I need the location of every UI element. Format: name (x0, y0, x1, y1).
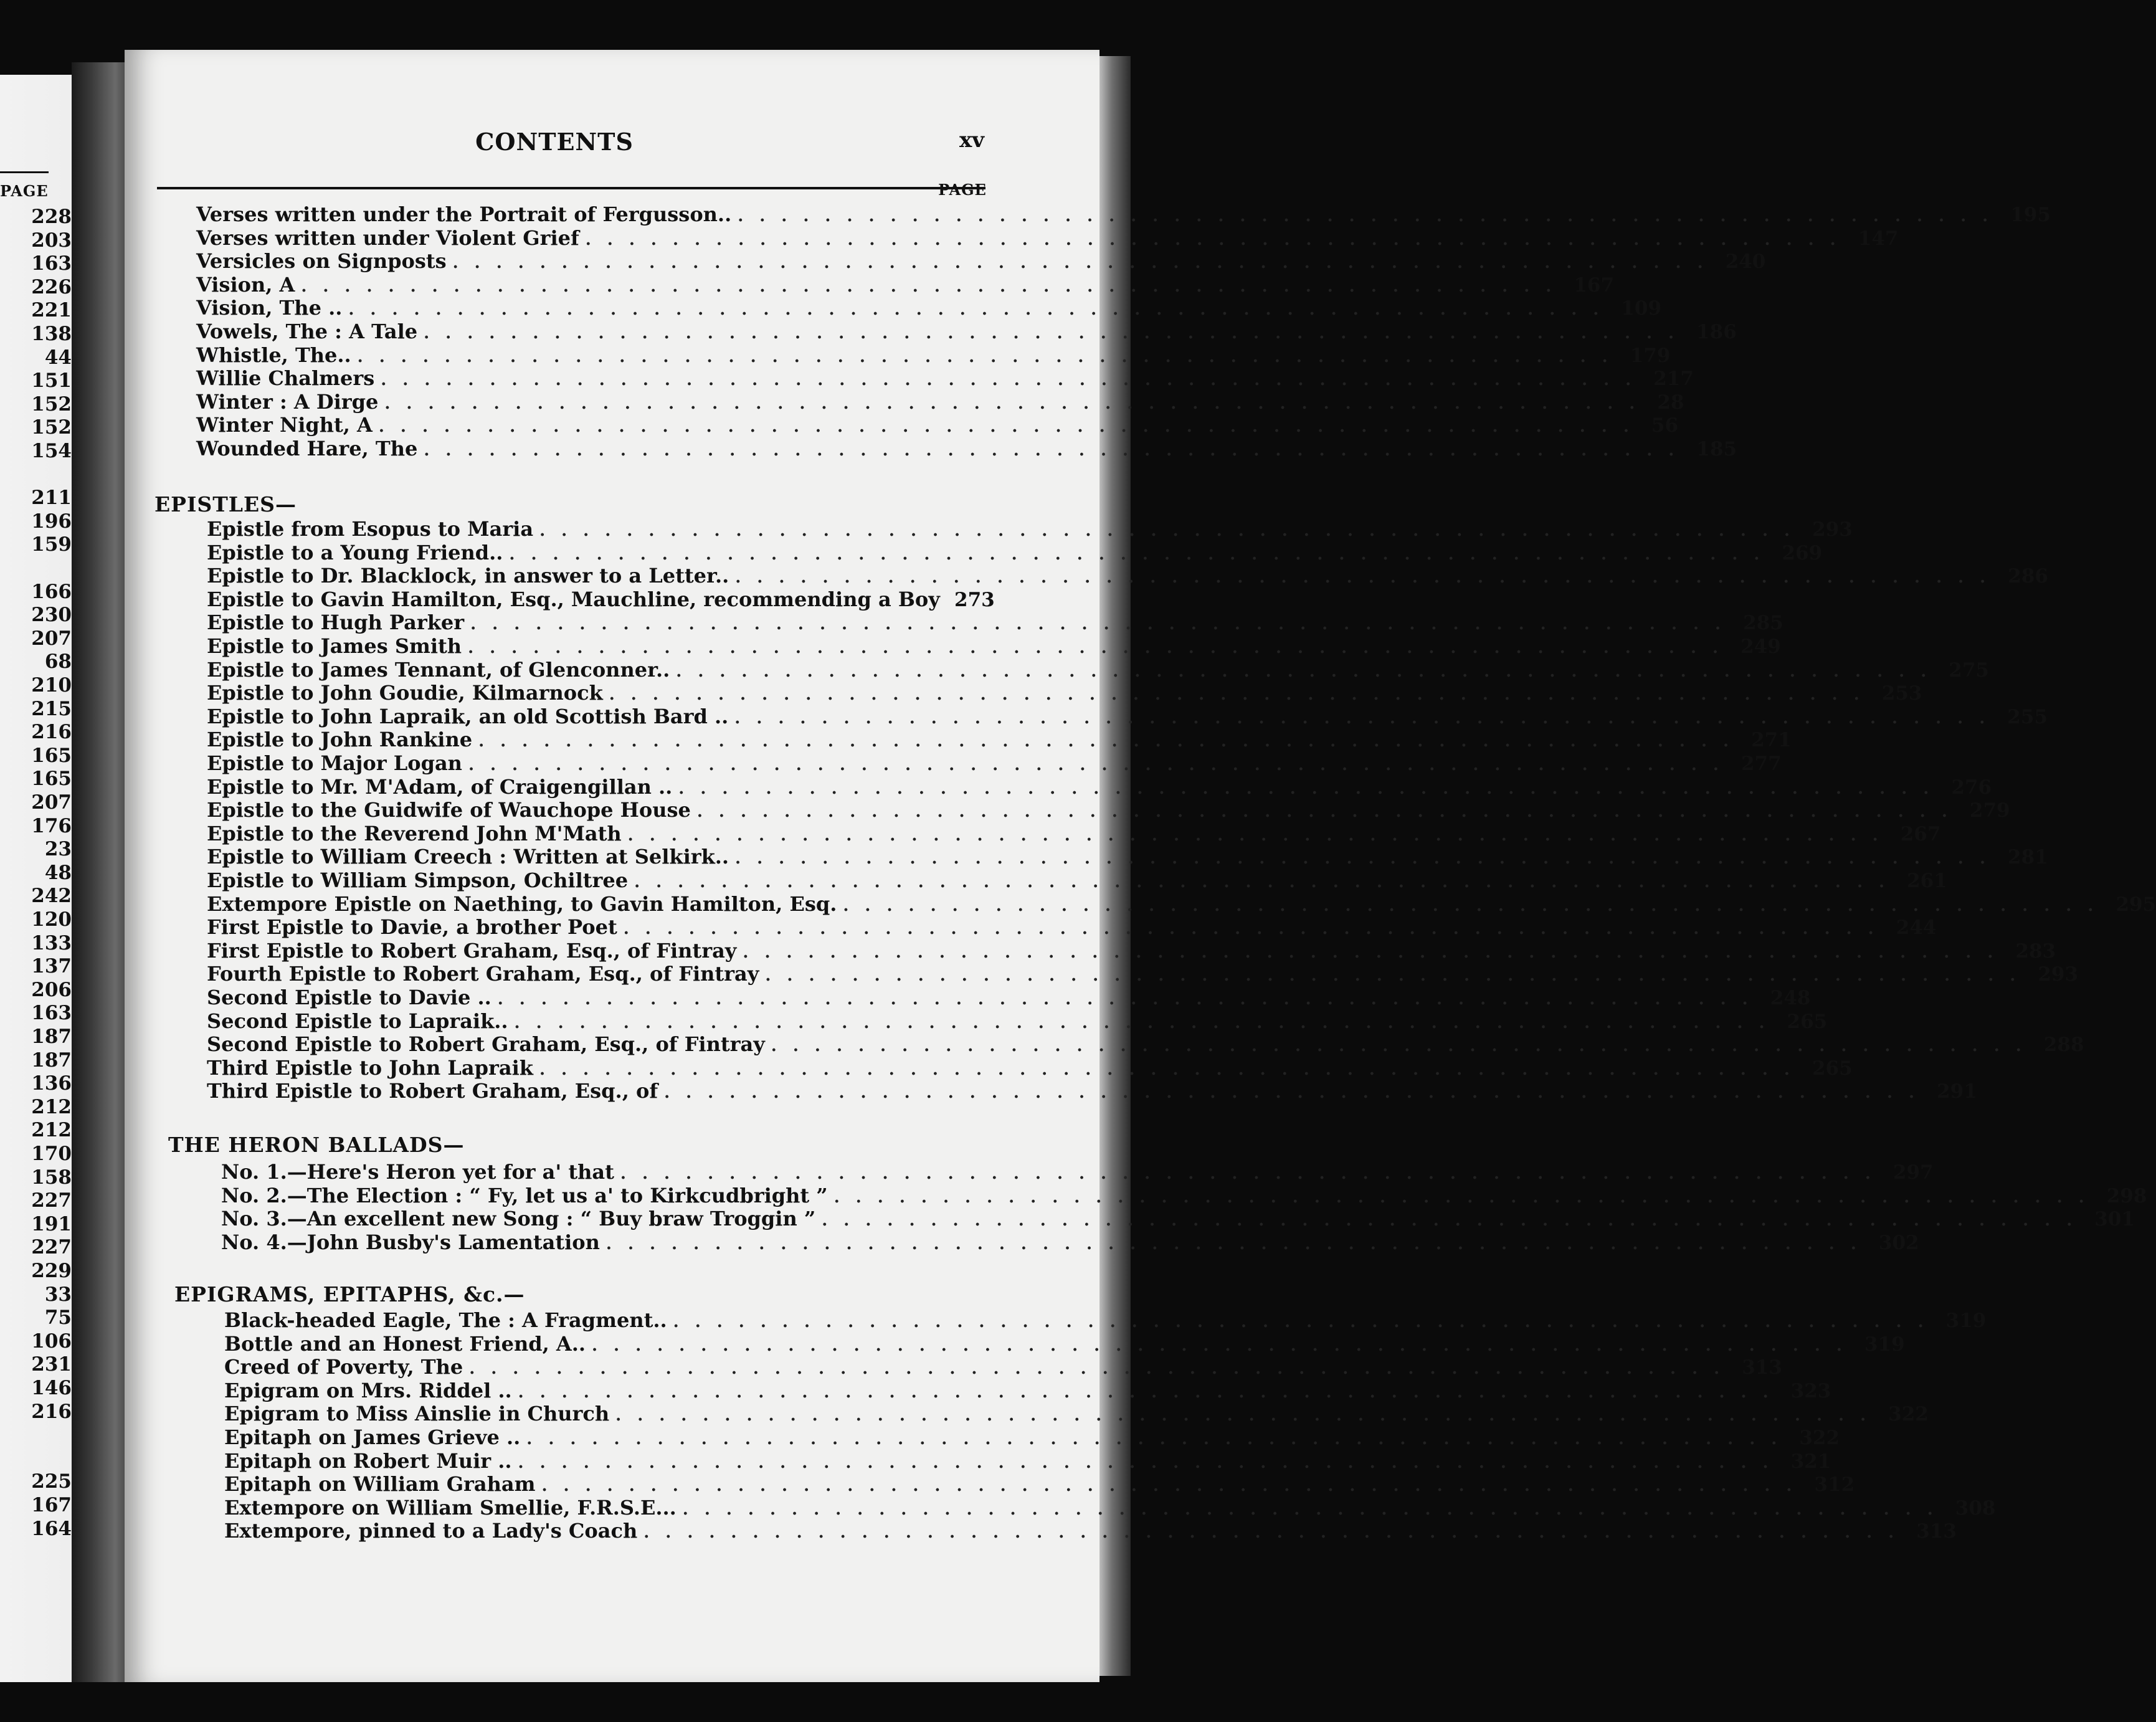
epistle-entry-title: Third Epistle to John Lapraik (207, 1055, 533, 1080)
epigram-entry (224, 1402, 1929, 1426)
poem-entry-page: 217 (1653, 368, 1694, 391)
epigram-entry-page: 313 (1916, 1520, 1957, 1543)
ballad-entry-page: 298 (2106, 1184, 2147, 1207)
poem-entry-title: Wounded Hare, The (196, 437, 418, 460)
epistle-entry-title: Epistle to John Lapraik, an old Scottish Bard .. (207, 704, 729, 728)
poem-entry-page: 109 (1621, 297, 1662, 320)
epistle-entry-title: Epistle to William Creech : Written at Selkirk.. (207, 845, 729, 869)
epistle-entry-title: First Epistle to Davie, a brother Poet (207, 915, 617, 939)
epistle-entry-title: Second Epistle to Lapraik.. (207, 1009, 508, 1033)
epistle-entry-title: Epistle to William Simpson, Ochiltree (207, 868, 629, 892)
epistle-entry-page: 255 (2007, 705, 2048, 728)
left-page-number: 211 (31, 487, 72, 510)
left-page-number: 229 (31, 1260, 72, 1282)
epistle-entry (207, 564, 2048, 588)
epigram-entry-title: Epitaph on William Graham (224, 1472, 536, 1496)
left-page-number: 151 (31, 369, 72, 392)
left-page-number: 167 (31, 1494, 72, 1516)
ballad-entry (221, 1230, 1919, 1254)
dot-leader: .......................................................... (738, 207, 2005, 226)
dot-leader: .......................................................... (518, 1453, 1785, 1472)
poem-entry-page: 147 (1858, 227, 1899, 250)
epistle-entry-page: 277 (1740, 753, 1782, 775)
dot-leader: .......................................................... (424, 441, 1691, 460)
epistle-entry-page: 295 (2116, 893, 2156, 916)
poem-entry (196, 366, 1694, 391)
dot-leader: .......................................................... (765, 966, 2032, 986)
epistle-entry-page: 283 (2015, 939, 2056, 963)
left-page-number: 230 (31, 604, 72, 627)
dot-leader: .......................................................... (643, 1523, 1911, 1543)
epistle-entry (207, 728, 1792, 752)
epistle-entry (207, 986, 1811, 1009)
dot-leader: .......................................................... (518, 1382, 1785, 1402)
dot-leader: .......................................................... (743, 943, 2010, 962)
dot-leader: .......................................................... (514, 1013, 1781, 1032)
epistle-entry-title: Epistle to the Reverend John M'Math (207, 821, 622, 845)
ballad-entry (221, 1160, 1934, 1184)
poem-entry (196, 249, 1766, 274)
page-title: CONTENTS (475, 128, 634, 156)
epigram-entry-title: Creed of Poverty, The (224, 1355, 463, 1379)
dot-leader: .......................................................... (664, 1083, 1931, 1103)
epigram-entry-page: 312 (1814, 1473, 1855, 1496)
left-page-number: 137 (31, 955, 72, 978)
ballad-entry-page: 297 (1892, 1161, 1934, 1184)
epigram-entry-page: 319 (1864, 1333, 1905, 1356)
poem-entry (196, 296, 1662, 320)
epigram-entry-title: Epigram on Mrs. Riddel .. (224, 1378, 512, 1402)
page-column-label: PAGE (938, 181, 987, 199)
epigram-entry-title: Extempore, pinned to a Lady's Coach (224, 1519, 638, 1543)
left-page-number: 68 (44, 650, 72, 673)
epistle-entry (207, 962, 2079, 986)
dot-leader: .......................................................... (526, 1430, 1793, 1448)
epistle-entry-page: 248 (1770, 987, 1811, 1009)
epistle-entry-page: 279 (1969, 799, 2010, 822)
poem-entry (196, 202, 2051, 226)
dot-leader: .......................................................... (478, 732, 1745, 751)
dot-leader: .......................................................... (585, 230, 1852, 249)
left-page-number: 159 (31, 533, 72, 556)
dot-leader: .......................................................... (676, 662, 1943, 681)
left-page-number: 203 (31, 229, 72, 252)
epistle-entry-page: 265 (1787, 1010, 1828, 1033)
epistle-entry-page: 253 (1881, 682, 1922, 705)
epistle-entry (207, 1079, 1977, 1103)
poem-entry (196, 272, 1615, 297)
epistle-entry-title: Fourth Epistle to Robert Graham, Esq., of Fintray (207, 962, 759, 986)
epigram-entry-page: 321 (1790, 1450, 1831, 1473)
dot-leader: .......................................................... (673, 1313, 1940, 1331)
epigram-entry (224, 1425, 1840, 1449)
dot-leader: .......................................................... (634, 873, 1901, 892)
dot-leader: .......................................................... (301, 277, 1568, 296)
ballad-entry-title: No. 1.—Here's Heron yet for a' that (221, 1160, 614, 1184)
epistle-entry-title: Epistle to the Guidwife of Wauchope House (207, 798, 691, 822)
left-page-number: 221 (31, 299, 72, 322)
dot-leader: .......................................................... (497, 990, 1764, 1009)
left-page-number: 48 (44, 861, 72, 884)
epistle-entry (207, 517, 1853, 541)
poem-entry-page: 56 (1651, 414, 1679, 437)
left-page-number: 225 (31, 1470, 72, 1493)
dot-leader: .......................................................... (605, 1234, 1873, 1253)
left-page-number: 187 (31, 1049, 72, 1072)
left-page-number: 228 (31, 206, 72, 228)
dot-leader: .......................................................... (384, 394, 1651, 413)
epistle-entry-page: 249 (1740, 635, 1781, 658)
left-page-number: 210 (31, 674, 72, 697)
epigram-entry-page: 308 (1955, 1496, 1996, 1520)
epistle-entry-page: 281 (2008, 846, 2048, 869)
epistle-entry-title: Second Epistle to Davie .. (207, 986, 492, 1009)
epistle-entry-title: Epistle to James Tennant, of Glenconner.. (207, 657, 670, 682)
dot-leader: .......................................................... (678, 779, 1945, 798)
epigram-entry (224, 1448, 1831, 1473)
poem-entry-title: Verses written under the Portrait of Fergusson.. (196, 202, 732, 226)
epistle-entry-page: 265 (1812, 1057, 1853, 1080)
epistle-entry-title: Epistle to Gavin Hamilton, Esq., Mauchline, recommending a Boy (207, 587, 940, 611)
ballad-entry (221, 1183, 2147, 1207)
ballad-entry-title: No. 4.—John Busby's Lamentation (221, 1230, 600, 1254)
poem-entry (196, 343, 1671, 367)
dot-leader: .......................................................... (696, 802, 1964, 822)
left-page-number: 33 (44, 1283, 72, 1306)
left-page-number: 165 (31, 744, 72, 767)
epistle-entry (207, 868, 1947, 892)
poem-entry (196, 226, 1899, 250)
left-page-number: 227 (31, 1236, 72, 1259)
epistle-entry-page: 293 (1812, 518, 1853, 541)
poem-entry-title: Winter Night, A (196, 413, 373, 437)
dot-leader: .......................................................... (509, 545, 1776, 564)
poem-entry-title: Winter : A Dirge (196, 389, 379, 414)
left-page-number: 216 (31, 1400, 72, 1423)
ballad-entry-page: 301 (2094, 1208, 2135, 1231)
epistle-entry-page: 286 (2008, 565, 2048, 588)
ballad-entry (221, 1207, 2135, 1231)
left-page-number: 164 (31, 1517, 72, 1540)
left-page-number: 44 (44, 346, 72, 369)
epigram-entry-page: 313 (1742, 1356, 1782, 1379)
left-page-number: 176 (31, 814, 72, 837)
epistle-entry (207, 751, 1782, 775)
dot-leader: .......................................................... (539, 521, 1807, 540)
dot-leader: .......................................................... (452, 254, 1719, 273)
epigram-entry-page: 322 (1799, 1427, 1840, 1449)
dot-leader: .......................................................... (623, 920, 1890, 939)
dot-leader: .......................................................... (771, 1037, 2038, 1056)
epistle-entry-title: Extempore Epistle on Naething, to Gavin Hamilton, Esq. (207, 892, 837, 916)
dot-leader: .......................................................... (348, 300, 1615, 320)
epigram-entry-page: 319 (1945, 1310, 1987, 1332)
poem-entry-page: 195 (2010, 204, 2051, 226)
epistle-entry-title: Epistle to Mr. M'Adam, of Craigengillan .. (207, 774, 673, 799)
epigram-entry-page: 323 (1790, 1379, 1831, 1402)
ballad-entry-page: 302 (1878, 1231, 1919, 1254)
dot-leader: .......................................................... (541, 1477, 1808, 1496)
dot-leader: .......................................................... (378, 417, 1645, 437)
left-page-number: 212 (31, 1119, 72, 1142)
epistle-entry (207, 1032, 2084, 1057)
left-page-number: 227 (31, 1189, 72, 1212)
epistle-entry (207, 845, 2048, 869)
page-number: xv (959, 128, 985, 153)
epistle-entry-title: Epistle to Hugh Parker (207, 611, 465, 635)
left-page-number: 120 (31, 908, 72, 931)
poem-entry-title: Vowels, The : A Tale (196, 320, 418, 343)
dot-leader: .......................................................... (381, 371, 1648, 390)
ballad-entry-title: No. 2.—The Election : “ Fy, let us a' to Kirkcudbright ” (221, 1183, 828, 1207)
epistle-entry-title: Epistle to John Rankine (207, 728, 473, 752)
epistle-entry-title: Epistle to Dr. Blacklock, in answer to a Letter.. (207, 564, 729, 588)
epistle-entry (207, 938, 2056, 963)
epistle-entry (207, 1009, 1828, 1033)
epistle-entry (207, 634, 1781, 658)
epigram-entry (224, 1472, 1855, 1496)
epistle-entry (207, 821, 1941, 845)
poem-entry-page: 185 (1696, 438, 1737, 460)
left-page-number: 215 (31, 697, 72, 720)
epigram-entry-title: Black-headed Eagle, The : A Fragment.. (224, 1308, 667, 1332)
epistle-entry (207, 798, 2010, 822)
dot-leader: .......................................................... (615, 1406, 1883, 1425)
epistle-entry (207, 681, 1922, 705)
epistle-entry-title: First Epistle to Robert Graham, Esq., of Fintray (207, 938, 737, 963)
epistle-entry-page: 275 (1949, 659, 1989, 682)
dot-leader: .......................................................... (468, 756, 1735, 774)
poem-entry-page: 28 (1657, 391, 1684, 414)
poem-entry (196, 389, 1684, 414)
left-page-number: 163 (31, 1002, 72, 1025)
left-page-number: 165 (31, 768, 72, 791)
title-rule (157, 187, 985, 189)
epistle-entry-page: 267 (1900, 822, 1941, 845)
epistle-entry-page: 271 (1751, 729, 1792, 752)
left-page-number: 166 (31, 580, 72, 603)
ballad-entry-title: No. 3.—An excellent new Song : “ Buy braw Troggin ” (221, 1207, 816, 1231)
left-page-number: 207 (31, 627, 72, 650)
poem-entry (196, 413, 1679, 437)
epigram-entry-title: Bottle and an Honest Friend, A.. (224, 1331, 586, 1356)
dot-leader: .......................................................... (735, 568, 2002, 587)
poem-entry-title: Vision, The .. (196, 296, 343, 320)
left-page-number: 133 (31, 931, 72, 954)
epistle-entry-title: Epistle to James Smith (207, 634, 462, 658)
epistle-entry (207, 1055, 1853, 1080)
epistle-entry-page: 288 (2043, 1034, 2084, 1057)
left-page-number: 207 (31, 791, 72, 814)
epistle-entry (207, 540, 1823, 564)
epistle-entry (207, 611, 1783, 635)
epistle-entry (207, 915, 1937, 939)
epistle-entry-page: 285 (1743, 612, 1783, 635)
epistle-entry (207, 587, 997, 611)
poem-entry-title: Versicles on Signposts (196, 249, 447, 274)
dot-leader: .......................................................... (468, 639, 1735, 657)
left-page-header-rule (0, 171, 49, 173)
poem-entry-title: Whistle, The.. (196, 343, 351, 367)
dot-leader: .......................................................... (357, 347, 1624, 366)
left-page-number: 196 (31, 510, 72, 533)
left-page-number: 158 (31, 1166, 72, 1189)
epistle-entry-page: 291 (1937, 1080, 1977, 1103)
left-page-number: 75 (44, 1306, 72, 1330)
epistle-entry-title: Epistle to a Young Friend.. (207, 540, 503, 564)
left-page-number: 146 (31, 1377, 72, 1399)
left-page-number: 154 (31, 440, 72, 462)
epigram-entry-title: Epitaph on Robert Muir .. (224, 1448, 512, 1473)
poem-entry-page: 179 (1630, 344, 1671, 367)
poem-entry-page: 167 (1574, 274, 1615, 297)
epistle-entry-page: 293 (2038, 963, 2079, 986)
left-page-number: 163 (31, 252, 72, 275)
left-page-number: 187 (31, 1025, 72, 1048)
poem-entry-title: Vision, A (196, 272, 295, 297)
dot-leader: .......................................................... (682, 1500, 1949, 1519)
left-page-number: 242 (31, 885, 72, 908)
poem-entry (196, 437, 1737, 460)
dot-leader: .......................................................... (833, 1187, 2101, 1207)
left-page-number: 206 (31, 978, 72, 1001)
epistle-entry-title: Epistle from Esopus to Maria (207, 517, 534, 541)
epigram-entry (224, 1355, 1782, 1379)
left-page-number: 170 (31, 1143, 72, 1165)
left-page-number: 106 (31, 1330, 72, 1353)
epistle-entry-page: 276 (1951, 776, 1992, 799)
left-page-number: 212 (31, 1095, 72, 1118)
epigram-entry-title: Extempore on William Smellie, F.R.S.E... (224, 1495, 677, 1520)
left-page-number: 191 (31, 1212, 72, 1235)
epistle-entry-title: Second Epistle to Robert Graham, Esq., of Fintray (207, 1032, 765, 1057)
epigram-entry (224, 1308, 1987, 1332)
epistle-entry (207, 704, 2048, 728)
epigram-entry (224, 1495, 1996, 1520)
dot-leader: .......................................................... (470, 615, 1737, 634)
dot-leader: .......................................................... (591, 1336, 1858, 1355)
section-heading-epigrams: EPIGRAMS, EPITAPHS, &c.— (174, 1282, 525, 1306)
dot-leader: .......................................................... (424, 324, 1691, 343)
epigram-entry (224, 1378, 1831, 1402)
poem-entry-title: Willie Chalmers (196, 366, 375, 391)
epistle-entry (207, 657, 1989, 682)
dot-leader: .......................................................... (469, 1359, 1736, 1379)
poem-entry-page: 240 (1725, 250, 1766, 274)
left-page-number: 152 (31, 416, 72, 439)
epigram-entry-title: Epitaph on James Grieve .. (224, 1425, 521, 1449)
epigram-entry-page: 322 (1888, 1403, 1929, 1426)
epistle-entry-page: 269 (1782, 541, 1823, 564)
left-page-number: 231 (31, 1353, 72, 1376)
epistle-entry-page: 273 (954, 588, 995, 611)
epistle-entry-page: 261 (1907, 870, 1947, 892)
dot-leader: .......................................................... (609, 685, 1876, 705)
dot-leader: .......................................................... (843, 896, 2110, 915)
left-page-number: 23 (44, 838, 72, 861)
dot-leader: .......................................................... (735, 849, 2002, 868)
epistle-entry-title: Epistle to John Goudie, Kilmarnock (207, 681, 603, 705)
left-page-number: 136 (31, 1072, 72, 1095)
dot-leader: .......................................................... (539, 1060, 1806, 1079)
left-page-number: 226 (31, 275, 72, 298)
left-page-number: 152 (31, 392, 72, 416)
left-page-number: 216 (31, 721, 72, 744)
poem-entry-title: Verses written under Violent Grief (196, 226, 579, 250)
epigram-entry (224, 1519, 1957, 1543)
epigram-entry-title: Epigram to Miss Ainslie in Church (224, 1402, 610, 1426)
epistle-entry-title: Epistle to Major Logan (207, 751, 462, 775)
left-page-column-label: PAGE (0, 182, 49, 200)
poem-entry-page: 186 (1696, 321, 1737, 343)
poem-entry (196, 320, 1737, 343)
section-heading-heron-ballads: THE HERON BALLADS— (168, 1133, 465, 1157)
section-heading-epistles: EPISTLES— (154, 492, 297, 516)
dot-leader: .......................................................... (627, 825, 1894, 845)
epistle-entry (207, 774, 1992, 799)
epigram-entry (224, 1331, 1905, 1356)
left-page-number: 138 (31, 323, 72, 345)
dot-leader: .......................................................... (822, 1211, 2089, 1230)
epistle-entry (207, 892, 2156, 916)
dot-leader: .......................................................... (734, 708, 2002, 728)
dot-leader: .......................................................... (620, 1164, 1887, 1183)
epistle-entry-page: 244 (1896, 916, 1937, 939)
epistle-entry-title: Third Epistle to Robert Graham, Esq., of (207, 1079, 658, 1103)
